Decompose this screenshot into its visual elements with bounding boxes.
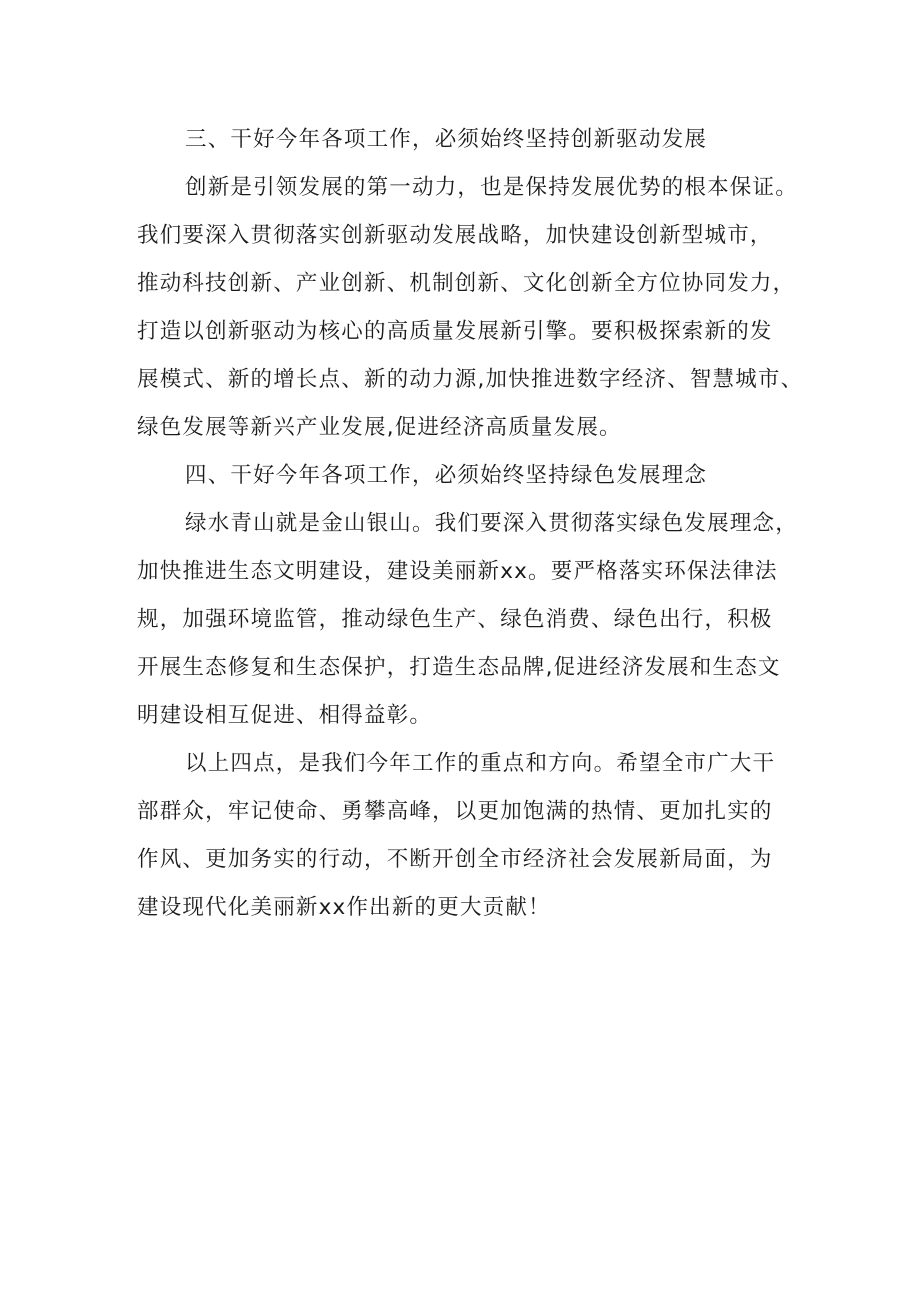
paragraph-line: 创新是引领发展的第一动力，也是保持发展优势的根本保证。 bbox=[185, 175, 798, 200]
paragraph-line: 展模式、新的增长点、新的动力源,加快推进数字经济、智慧城市、 bbox=[137, 367, 804, 392]
paragraph-line: 开展生态修复和生态保护，打造生态品牌,促进经济发展和生态文 bbox=[137, 655, 781, 680]
paragraph-line: 绿色发展等新兴产业发展,促进经济高质量发展。 bbox=[137, 415, 622, 440]
section-heading-4: 四、干好今年各项工作，必须始终坚持绿色发展理念 bbox=[185, 463, 708, 488]
paragraph-line: 以上四点，是我们今年工作的重点和方向。希望全市广大干 bbox=[185, 751, 776, 776]
paragraph-line: 明建设相互促进、相得益彰。 bbox=[137, 703, 433, 728]
paragraph-line: 推动科技创新、产业创新、机制创新、文化创新全方位协同发力， bbox=[137, 271, 796, 296]
paragraph-line: 建设现代化美丽新xx作出新的更大贡献！ bbox=[137, 895, 551, 920]
paragraph-line: 作风、更加务实的行动，不断开创全市经济社会发展新局面，为 bbox=[137, 847, 773, 872]
document-body bbox=[137, 116, 805, 932]
paragraph-line: 部群众，牢记使命、勇攀高峰，以更加饱满的热情、更加扎实的 bbox=[137, 799, 773, 824]
paragraph-line: 打造以创新驱动为核心的高质量发展新引擎。要积极探索新的发 bbox=[137, 319, 773, 344]
paragraph-line: 绿水青山就是金山银山。我们要深入贯彻落实绿色发展理念， bbox=[185, 511, 798, 536]
paragraph-line: 我们要深入贯彻落实创新驱动发展战略，加快建设创新型城市， bbox=[137, 223, 773, 248]
paragraph-line: 规，加强环境监管，推动绿色生产、绿色消费、绿色出行，积极 bbox=[137, 607, 773, 632]
paragraph-line: 加快推进生态文明建设，建设美丽新xx。要严格落实环保法律法 bbox=[137, 559, 778, 584]
section-heading-3: 三、干好今年各项工作，必须始终坚持创新驱动发展 bbox=[185, 127, 708, 152]
